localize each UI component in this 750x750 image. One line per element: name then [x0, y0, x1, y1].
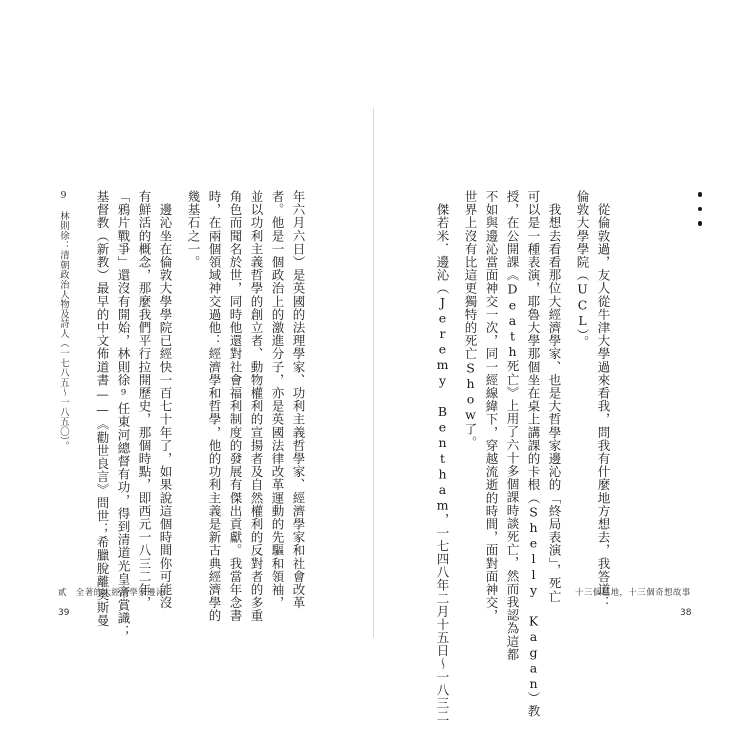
bullet-dot: [698, 221, 703, 226]
page-gutter: [373, 108, 374, 638]
bullet-dot: [698, 207, 703, 212]
left-column-7: 角色而聞名於世，同時他還對社會福利制度的發展有傑出貢獻。我當年念書: [228, 190, 243, 623]
right-column-5: 可以是一種表演，耶魯大學那個坐在桌上講課的卡根（Shelly Kagan）教: [526, 190, 541, 718]
left-column-10: 年六月六日）是英國的法理學家、功利主義哲學家、經濟學家和社會改革: [291, 190, 306, 610]
right-column-3: 不如與邊沁當面神交一次，同一經線緯下，穿越流逝的時間，面對面神交，: [484, 190, 499, 623]
right-column-6: 我想去看看那位大經濟學家、也是大哲學家邊沁的「終局表演」，死亡: [547, 190, 562, 603]
left-column-9: 者。他是一個政治上的激進分子，亦是英國法律改革運動的先驅和領袖，: [270, 190, 285, 610]
left-column-2: 「鴉片戰爭」還沒有開始，林則徐⁹任東河總督有功，得到清道光皇帝賞識；: [116, 190, 131, 638]
left-column-4: 邊沁坐在倫敦大學學院已經快一百七十年了，如果說這個時間你可能沒: [158, 190, 173, 610]
section-break-bullets: [696, 192, 704, 236]
right-column-4: 授，在公開課《Death死亡》上用了六十多個課時談死亡，然而我認為這都: [505, 190, 520, 661]
left-page-number: 39: [58, 608, 70, 618]
bullet-dot: [698, 192, 703, 197]
left-column-8: 並以功利主義哲學的創立者、動物權利的宣揚者及自然權利的反對者的多重: [249, 190, 264, 623]
right-column-2: 世界上沒有比這更獨特的死亡Show了。: [463, 190, 478, 449]
right-column-8: 從倫敦過，友人從牛津大學過來看我，問我有什麼地方想去，我答道：: [596, 190, 611, 610]
right-column-7: 倫敦大學學院（UCL）。: [575, 190, 590, 349]
left-column-3: 有鮮活的概念，那麼我們平行拉開歷史，那個時點，即西元一八三二年，: [137, 190, 152, 610]
left-running-head: 貳 全著的大經濟學家邊沁: [58, 588, 165, 598]
right-column-1: 傑若米．邊沁（Jeremy Bentham，一七四八年二月十五日〜一八三二: [435, 190, 450, 723]
right-page-number: 38: [680, 608, 692, 618]
footnote-9: 9 林則徐：清朝政治人物及詩人（一七八五〜一八五〇）。: [58, 190, 69, 452]
left-column-5: 幾基石之一。: [186, 190, 201, 269]
right-running-head: 十三個墓地，十三個奇想故事: [575, 588, 691, 598]
left-column-6: 時，在兩個領域神交過他：經濟學和哲學，他的功利主義是新古典經濟學的: [207, 190, 222, 623]
left-column-1: 基督教（新教）最早的中文佈道書——《勸世良言》問世；希臘脫離奧斯曼: [95, 190, 110, 628]
